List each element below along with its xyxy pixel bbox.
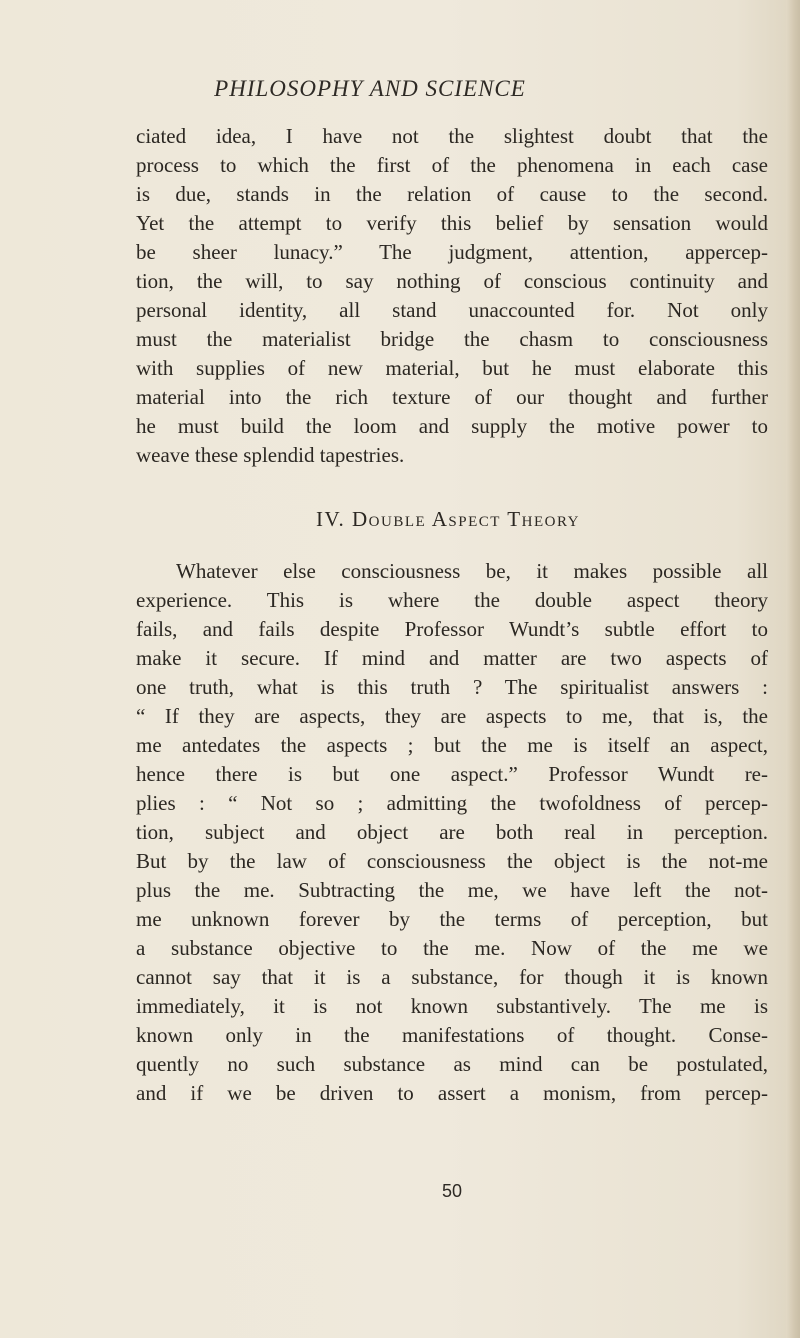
text-line: one truth, what is this truth ? The spiritualist answers : (136, 675, 768, 699)
text-line: Yet the attempt to verify this belief by sensation would (136, 211, 768, 235)
text-line: cannot say that it is a substance, for though it is known (136, 965, 768, 989)
text-line: me unknown forever by the terms of perception, but (136, 907, 768, 931)
text-line: fails, and fails despite Professor Wundt’s subtle effort to (136, 617, 768, 641)
text-line: Whatever else consciousness be, it makes possible all (176, 559, 768, 583)
paragraph-1 (136, 122, 768, 470)
text-line: “ If they are aspects, they are aspects to me, that is, the (136, 704, 768, 728)
text-line: experience. This is where the double aspect theory (136, 588, 768, 612)
text-line: and if we be driven to assert a monism, from percep- (136, 1081, 768, 1105)
text-line: immediately, it is not known substantively. The me is (136, 994, 768, 1018)
text-line: weave these splendid tapestries. (136, 443, 405, 467)
page-number: 50 (441, 1181, 463, 1201)
section-numeral: IV. (316, 507, 346, 531)
text-line: must the materialist bridge the chasm to consciousness (136, 327, 768, 351)
text-line: tion, the will, to say nothing of conscious continuity and (136, 269, 768, 293)
text-line: make it secure. If mind and matter are two aspects of (136, 646, 768, 670)
text-line: ciated idea, I have not the slightest doubt that the (136, 124, 768, 148)
text-line: plies : “ Not so ; admitting the twofoldness of percep- (136, 791, 768, 815)
running-head: PHILOSOPHY AND SCIENCE (214, 76, 526, 101)
section-heading (0, 507, 800, 532)
text-line: quently no such substance as mind can be postulated, (136, 1052, 768, 1076)
text-line: tion, subject and object are both real in perception. (136, 820, 768, 844)
text-line: me antedates the aspects ; but the me is itself an aspect, (136, 733, 768, 757)
paragraph-2 (136, 557, 768, 1108)
text-line: known only in the manifestations of thought. Conse- (136, 1023, 768, 1047)
text-line: he must build the loom and supply the motive power to (136, 414, 768, 438)
text-line: a substance objective to the me. Now of the me we (136, 936, 768, 960)
section-title: Double Aspect Theory (351, 507, 580, 531)
page-edge-shadow (786, 0, 800, 1338)
text-line: hence there is but one aspect.” Professor Wundt re- (136, 762, 768, 786)
text-line: material into the rich texture of our thought and further (136, 385, 768, 409)
text-line: with supplies of new material, but he must elaborate this (136, 356, 768, 380)
text-line: personal identity, all stand unaccounted for. Not only (136, 298, 768, 322)
text-line: plus the me. Subtracting the me, we have left the not- (136, 878, 768, 902)
text-line: process to which the first of the phenomena in each case (136, 153, 768, 177)
text-line: is due, stands in the relation of cause to the second. (136, 182, 768, 206)
text-line: But by the law of consciousness the object is the not-me (136, 849, 768, 873)
text-line: be sheer lunacy.” The judgment, attention, appercep- (136, 240, 768, 264)
